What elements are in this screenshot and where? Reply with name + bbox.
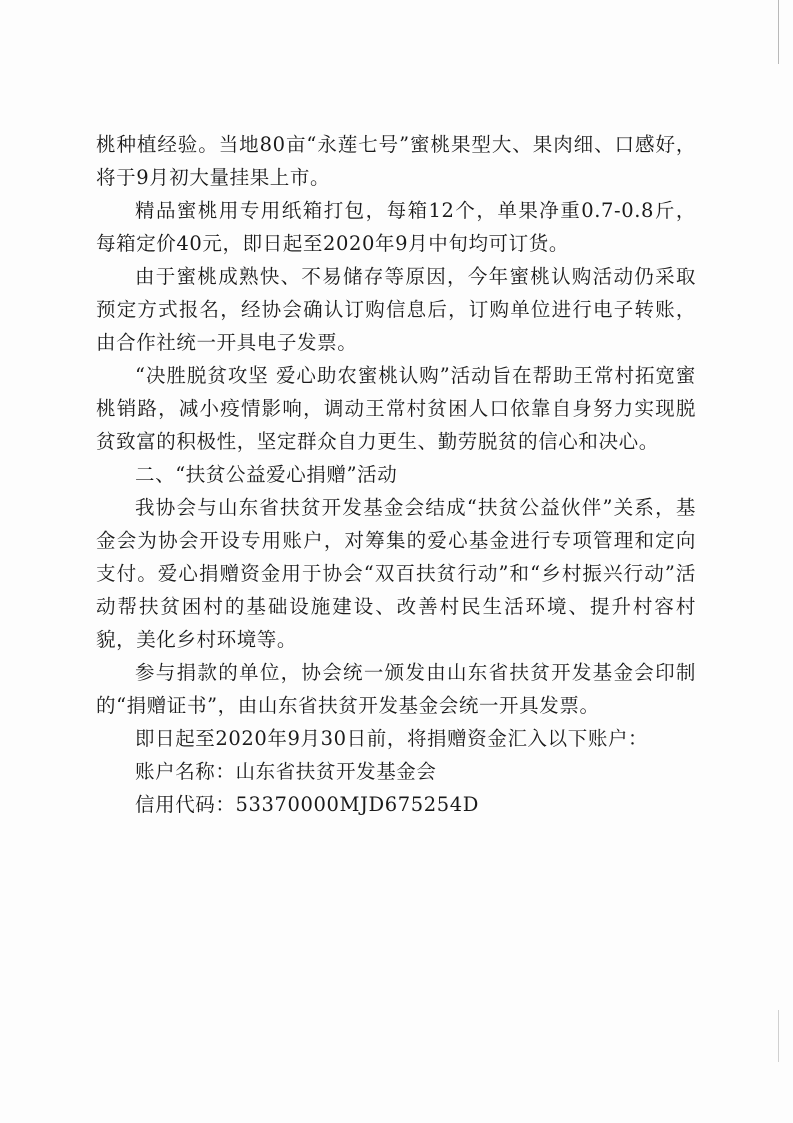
scan-edge-line-top xyxy=(778,0,779,64)
paragraph-preorder-method: 由于蜜桃成熟快、不易储存等原因，今年蜜桃认购活动仍采取预定方式报名，经协会确认订购信息后，订购单位进行电子转账，由合作社统一开具电子发票。 xyxy=(96,265,696,354)
paragraph-packaging-price: 精品蜜桃用专用纸箱打包，每箱12个，单果净重0.7-0.8斤，每箱定价40元，即日起至2020年9月中旬均可订货。 xyxy=(96,199,696,255)
paragraph-donation-certificate: 参与捐款的单位，协会统一颁发由山东省扶贫开发基金会印制的“捐赠证书”，由山东省扶贫开发基金会统一开具发票。 xyxy=(96,661,696,717)
section-heading-donation: 二、“扶贫公益爱心捐赠”活动 xyxy=(135,463,398,486)
paragraph-deadline: 即日起至2020年9月30日前，将捐赠资金汇入以下账户： xyxy=(135,727,649,750)
credit-code-line: 信用代码：53370000MJD675254D xyxy=(135,793,480,816)
paragraph-peach-experience: 桃种植经验。当地80亩“永莲七号”蜜桃果型大、果肉细、口感好，将于9月初大量挂果上市。 xyxy=(96,133,696,189)
paragraph-foundation-partnership: 我协会与山东省扶贫开发基金会结成“扶贫公益伙伴”关系，基金会为协会开设专用账户，对筹集的爱心基金进行专项管理和定向支付。爱心捐赠资金用于协会“双百扶贫行动”和“乡村振兴行动”活动帮扶贫困村的基础设施建设、改善村民生活环境、提升村容村貌，美化乡村环境等。 xyxy=(96,496,696,651)
scan-edge-line-bottom xyxy=(778,1010,779,1062)
document-body xyxy=(96,128,696,821)
account-name-line: 账户名称：山东省扶贫开发基金会 xyxy=(135,760,437,783)
paragraph-activity-purpose: “决胜脱贫攻坚 爱心助农蜜桃认购”活动旨在帮助王常村拓宽蜜桃销路，减小疫情影响，调动王常村贫困人口依靠自身努力实现脱贫致富的积极性，坚定群众自力更生、勤劳脱贫的信心和决心。 xyxy=(96,364,696,453)
